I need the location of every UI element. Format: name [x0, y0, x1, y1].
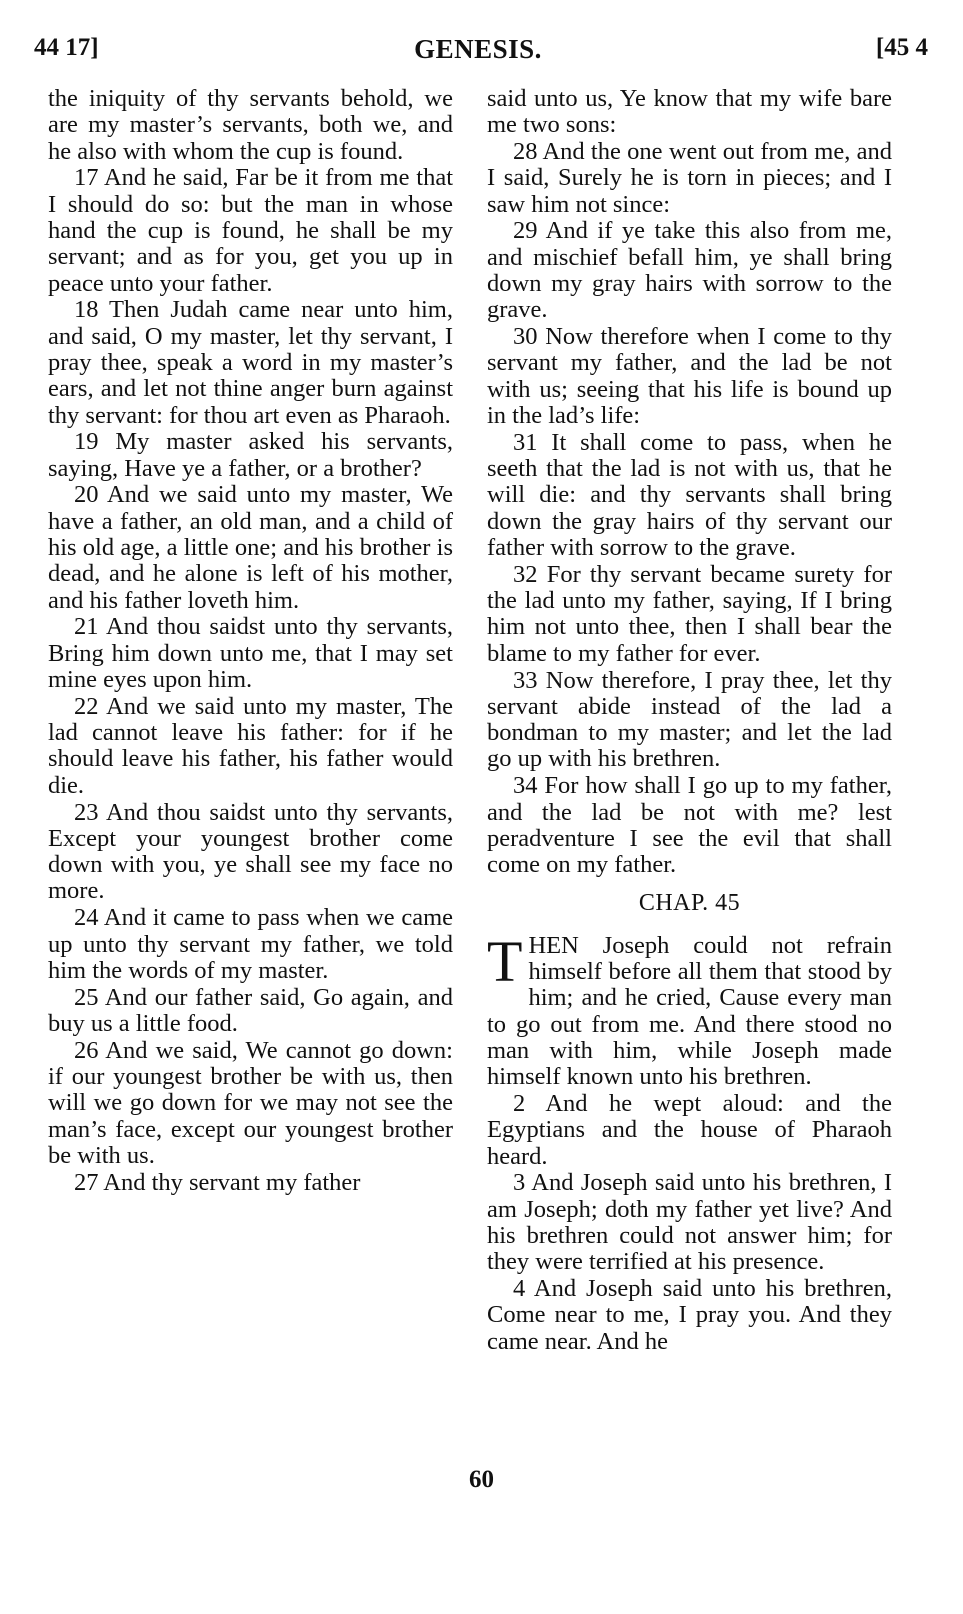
verse-paragraph: 31 It shall come to pass, when he seeth that the lad is not with us, that he will die: and thy servants shall bring down the gray hairs of thy servant our father with sorrow to the grave. — [487, 428, 892, 562]
verse-paragraph: 27 And thy servant my father — [74, 1168, 361, 1196]
right-column — [487, 86, 892, 1355]
verse-paragraph: 24 And it came to pass when we came up unto thy servant my father, we told him the words of my master. — [48, 904, 453, 984]
verse-paragraph: 18 Then Judah came near unto him, and said, O my master, let thy servant, I pray thee, speak a word in my master’s ears, and let not thine anger burn against thy servant: for thou art even as Pharaoh. — [48, 296, 453, 429]
right-column-verses-after — [487, 1091, 892, 1355]
chapter-opening-verse — [487, 928, 892, 1091]
chapter-opening-text: HEN Joseph could not refrain himself before all them that stood by him; and he cried, Cause every man to go out from me. And there stood no man with him, while Joseph made himself known unto his brethren. — [487, 931, 892, 1091]
running-header — [28, 34, 928, 64]
right-column-verses — [487, 86, 892, 878]
drop-cap: T — [487, 928, 523, 994]
verse-paragraph: 22 And we said unto my master, The lad cannot leave his father: for if he should leave his father, his father would die. — [48, 692, 453, 799]
verse-paragraph: 23 And thou saidst unto thy servants, Except your youngest brother come down with you, ye shall see my face no more. — [48, 798, 453, 905]
verse-paragraph: 2 And he wept aloud: and the Egyptians and the house of Pharaoh heard. — [487, 1089, 892, 1170]
verse-paragraph: 26 And we said, We cannot go down: if our youngest brother be with us, then will we go down for we may not see the man’s face, except our youngest brother be with us. — [48, 1036, 453, 1169]
verse-paragraph: 34 For how shall I go up to my father, and the lad be not with me? lest peradventure I see the evil that shall come on my father. — [487, 772, 892, 879]
verse-paragraph: 3 And Joseph said unto his brethren, I am Joseph; doth my father yet live? And his brethren could not answer him; for they were terrified at his presence. — [487, 1169, 892, 1276]
header-left-reference: 44 17] — [34, 34, 99, 61]
verse-paragraph: 20 And we said unto my master, We have a father, an old man, and a child of his old age, a little one; and his brother is dead, and he alone is left of his mother, and his father loveth him. — [48, 481, 453, 614]
verse-paragraph: the iniquity of thy servants behold, we are my master’s servants, both we, and he also with whom the cup is found. — [48, 85, 453, 165]
page-number: 60 — [469, 1466, 494, 1493]
verse-paragraph: said unto us, Ye know that my wife bare me two sons: — [487, 85, 892, 139]
verse-paragraph: 29 And if ye take this also from me, and mischief befall him, ye shall bring down my gray hairs with sorrow to the grave. — [487, 217, 892, 324]
verse-paragraph: 21 And thou saidst unto thy servants, Bring him down unto me, that I may set mine eyes upon him. — [48, 613, 453, 694]
verse-paragraph: 4 And Joseph said unto his brethren, Come near to me, I pray you. And they came near. And he — [487, 1275, 892, 1355]
verse-paragraph: 32 For thy servant became surety for the lad unto my father, saying, If I bring him not unto thee, then I shall bear the blame to my father for ever. — [487, 560, 892, 667]
verse-paragraph: 19 My master asked his servants, saying, Have ye a father, or a brother? — [48, 428, 453, 482]
verse-paragraph: 33 Now therefore, I pray thee, let thy servant abide instead of the lad a bondman to my master; and let the lad go up with his brethren. — [487, 666, 892, 773]
verse-paragraph: 30 Now therefore when I come to thy servant my father, and the lad be not with us; seeing that his life is bound up in the lad’s life: — [487, 323, 892, 430]
verse-paragraph: 28 And the one went out from me, and I said, Surely he is torn in pieces; and I saw him not since: — [487, 138, 892, 218]
header-right-reference: [45 4 — [875, 34, 928, 61]
book-title: GENESIS. — [414, 34, 542, 64]
verse-paragraph: 17 And he said, Far be it from me that I should do so: but the man in whose hand the cup is found, he shall be my servant; and as for you, get you up in peace unto your father. — [48, 164, 453, 297]
chapter-heading: CHAP. 45 — [638, 890, 741, 917]
left-column — [48, 86, 453, 1196]
verse-paragraph: 25 And our father said, Go again, and buy us a little food. — [48, 983, 453, 1037]
